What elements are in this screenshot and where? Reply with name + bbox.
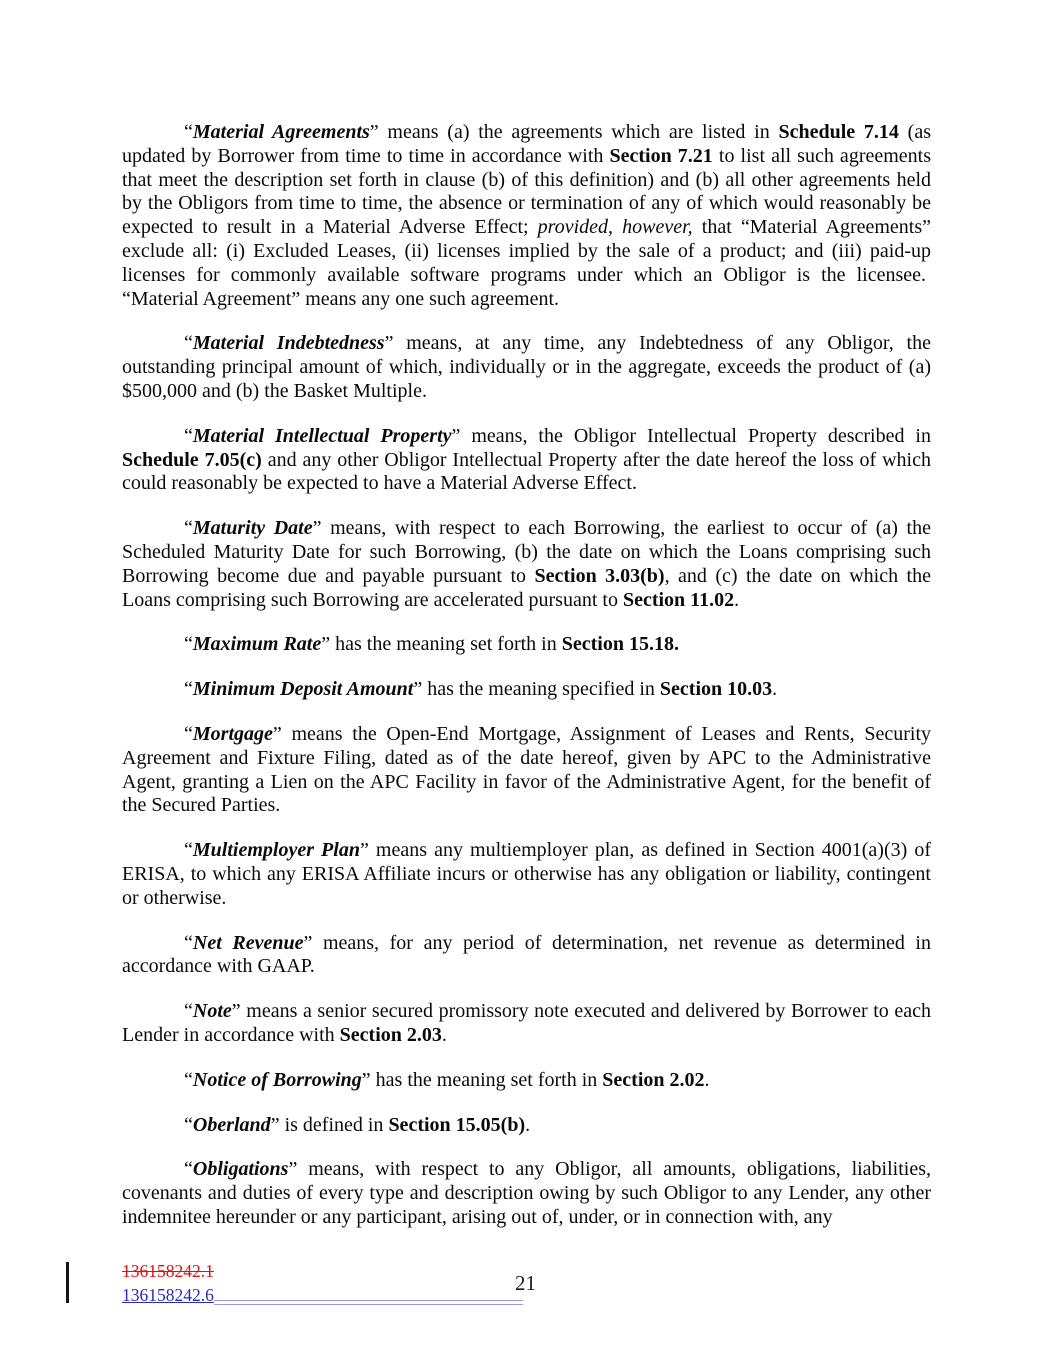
- cross-reference: Section 15.05(b): [388, 1113, 526, 1136]
- text-segment: that “Material Agreements” exclude all: (i) Excluded Leases, (ii) licenses implied by the sale of a product; and (iii) paid-up licenses for commonly available software programs under which an Obligor is the licensee. “Material Agreement” means any one such agreement.: [122, 216, 932, 310]
- text-segment: ” has the meaning set forth in: [321, 633, 562, 656]
- text-segment: , and (c) the date on which the Loans comprising such Borrowing are accelerated pursuant to: [122, 564, 931, 611]
- text-segment: .: [772, 678, 778, 701]
- definitions-body: [122, 121, 931, 1251]
- definition-paragraph-multiemployer-plan: [122, 839, 931, 910]
- defined-term: Multiemployer Plan: [192, 839, 360, 862]
- cross-reference: Schedule 7.14: [778, 121, 899, 143]
- text-segment: “: [184, 722, 193, 745]
- definition-paragraph-notice-of-borrowing: [122, 1069, 931, 1093]
- definition-paragraph-material-intellectual-property: [122, 425, 931, 496]
- footer-doc-id-row: [122, 1283, 523, 1307]
- text-segment: “: [184, 1068, 193, 1091]
- text-segment: .: [704, 1068, 710, 1091]
- text-segment: “: [184, 424, 193, 447]
- text-segment: “: [184, 121, 193, 143]
- text-segment: to list all such agreements that meet the description set forth in clause (b) of this definition) and (b) all other agreements held by the Obligors from time to time, the absence or termination of any of which would reasonably be expected to result in a Material Adverse Effect;: [122, 144, 931, 239]
- definition-paragraph-material-agreements: [122, 121, 931, 311]
- defined-term: Minimum Deposit Amount: [192, 678, 414, 701]
- defined-term: Maximum Rate: [192, 633, 322, 656]
- definition-paragraph-obligations: [122, 1158, 931, 1229]
- definition-paragraph-minimum-deposit-amount: [122, 678, 931, 702]
- defined-term: Material Indebtedness: [192, 332, 385, 355]
- text-segment: ” means, with respect to any Obligor, all amounts, obligations, liabilities, covenants and duties of every type and description owing by such Obligor to any Lender, any other indemnitee hereunder or any participant, arising out of, under, or in connection with, any: [122, 1158, 931, 1228]
- text-segment: ” is defined in: [270, 1113, 389, 1136]
- defined-term: Mortgage: [192, 722, 273, 745]
- defined-term: Material Agreements: [192, 121, 370, 143]
- text-segment: .: [441, 1023, 447, 1046]
- text-segment: ” means, for any period of determination, net revenue as determined in accordance with GAAP.: [122, 931, 931, 978]
- cross-reference: Section 10.03: [659, 678, 773, 701]
- text-segment: “: [184, 633, 193, 656]
- cross-reference: Section 11.02: [622, 588, 735, 611]
- defined-term: Net Revenue: [192, 931, 304, 954]
- defined-term: Maturity Date: [192, 517, 313, 540]
- text-segment: ” has the meaning set forth in: [361, 1068, 603, 1091]
- text-segment: “: [184, 839, 193, 862]
- definition-paragraph-maturity-date: [122, 517, 931, 612]
- definition-paragraph-net-revenue: [122, 932, 931, 980]
- cross-reference: Schedule 7.05(c): [122, 448, 262, 471]
- text-segment: ” means a senior secured promissory note executed and delivered by Borrower to each Lender in accordance with: [122, 1000, 931, 1046]
- text-segment: “: [184, 332, 193, 355]
- text-segment: (as updated by Borrower from time to time in accordance with: [122, 121, 931, 167]
- revision-change-bar: [66, 1262, 69, 1303]
- text-segment: ” means any multiemployer plan, as defined in Section 4001(a)(3) of ERISA, to which any ERISA Affiliate incurs or otherwise has any obligation or liability, contingent or otherwise.: [122, 839, 932, 909]
- text-segment: “: [184, 1158, 193, 1181]
- defined-term: Notice of Borrowing: [192, 1068, 362, 1091]
- text-segment: “: [184, 517, 193, 540]
- defined-term: Obligations: [192, 1158, 289, 1181]
- cross-reference: Section 7.21: [609, 144, 713, 167]
- text-segment: and any other Obligor Intellectual Property after the date hereof the loss of which could reasonably be expected to have a Material Adverse Effect.: [122, 448, 931, 495]
- footer-doc-id-old: 136158242.1: [122, 1261, 214, 1281]
- text-segment: ” means (a) the agreements which are listed in: [369, 121, 779, 143]
- text-segment: “: [184, 678, 193, 701]
- definition-paragraph-maximum-rate: [122, 633, 931, 657]
- emphasis-text: provided, however,: [537, 216, 693, 239]
- footer-doc-id-new: 136158242.6: [122, 1285, 214, 1305]
- page-number: 21: [515, 1271, 536, 1295]
- text-segment: .: [525, 1113, 531, 1136]
- footer-rule-line: [214, 1300, 523, 1305]
- text-segment: ” means, at any time, any Indebtedness of any Obligor, the outstanding principal amount of which, individually or in the aggregate, exceeds the product of (a) $500,000 and (b) the Basket Multiple.: [122, 332, 931, 402]
- cross-reference: Section 2.03: [339, 1023, 442, 1046]
- defined-term: Note: [192, 1000, 232, 1023]
- defined-term: Material Intellectual Property: [192, 424, 452, 447]
- text-segment: .: [734, 588, 740, 611]
- definition-paragraph-oberland: [122, 1114, 931, 1138]
- text-segment: ” means the Open-End Mortgage, Assignment of Leases and Rents, Security Agreement and Fixture Filing, dated as of the date hereof, given by APC to the Administrative Agent, granting a Lien on the APC Facility in favor of the Administrative Agent, for the benefit of the Secured Parties.: [122, 722, 931, 817]
- defined-term: Oberland: [192, 1113, 271, 1136]
- text-segment: “: [184, 1000, 193, 1023]
- text-segment: ” has the meaning specified in: [413, 678, 660, 701]
- text-segment: “: [184, 931, 193, 954]
- definition-paragraph-note: [122, 1000, 931, 1048]
- cross-reference: Section 3.03(b): [534, 564, 665, 587]
- text-segment: “: [184, 1113, 193, 1136]
- text-segment: ” means, with respect to each Borrowing, the earliest to occur of (a) the Scheduled Maturity Date for such Borrowing, (b) the date on which the Loans comprising such Borrowing become due and payable pursuant to: [122, 517, 931, 587]
- cross-reference: Section 2.02: [602, 1068, 705, 1091]
- definition-paragraph-mortgage: [122, 723, 931, 818]
- cross-reference: Section 15.18.: [561, 633, 679, 656]
- definition-paragraph-material-indebtedness: [122, 332, 931, 403]
- text-segment: ” means, the Obligor Intellectual Property described in: [451, 424, 931, 447]
